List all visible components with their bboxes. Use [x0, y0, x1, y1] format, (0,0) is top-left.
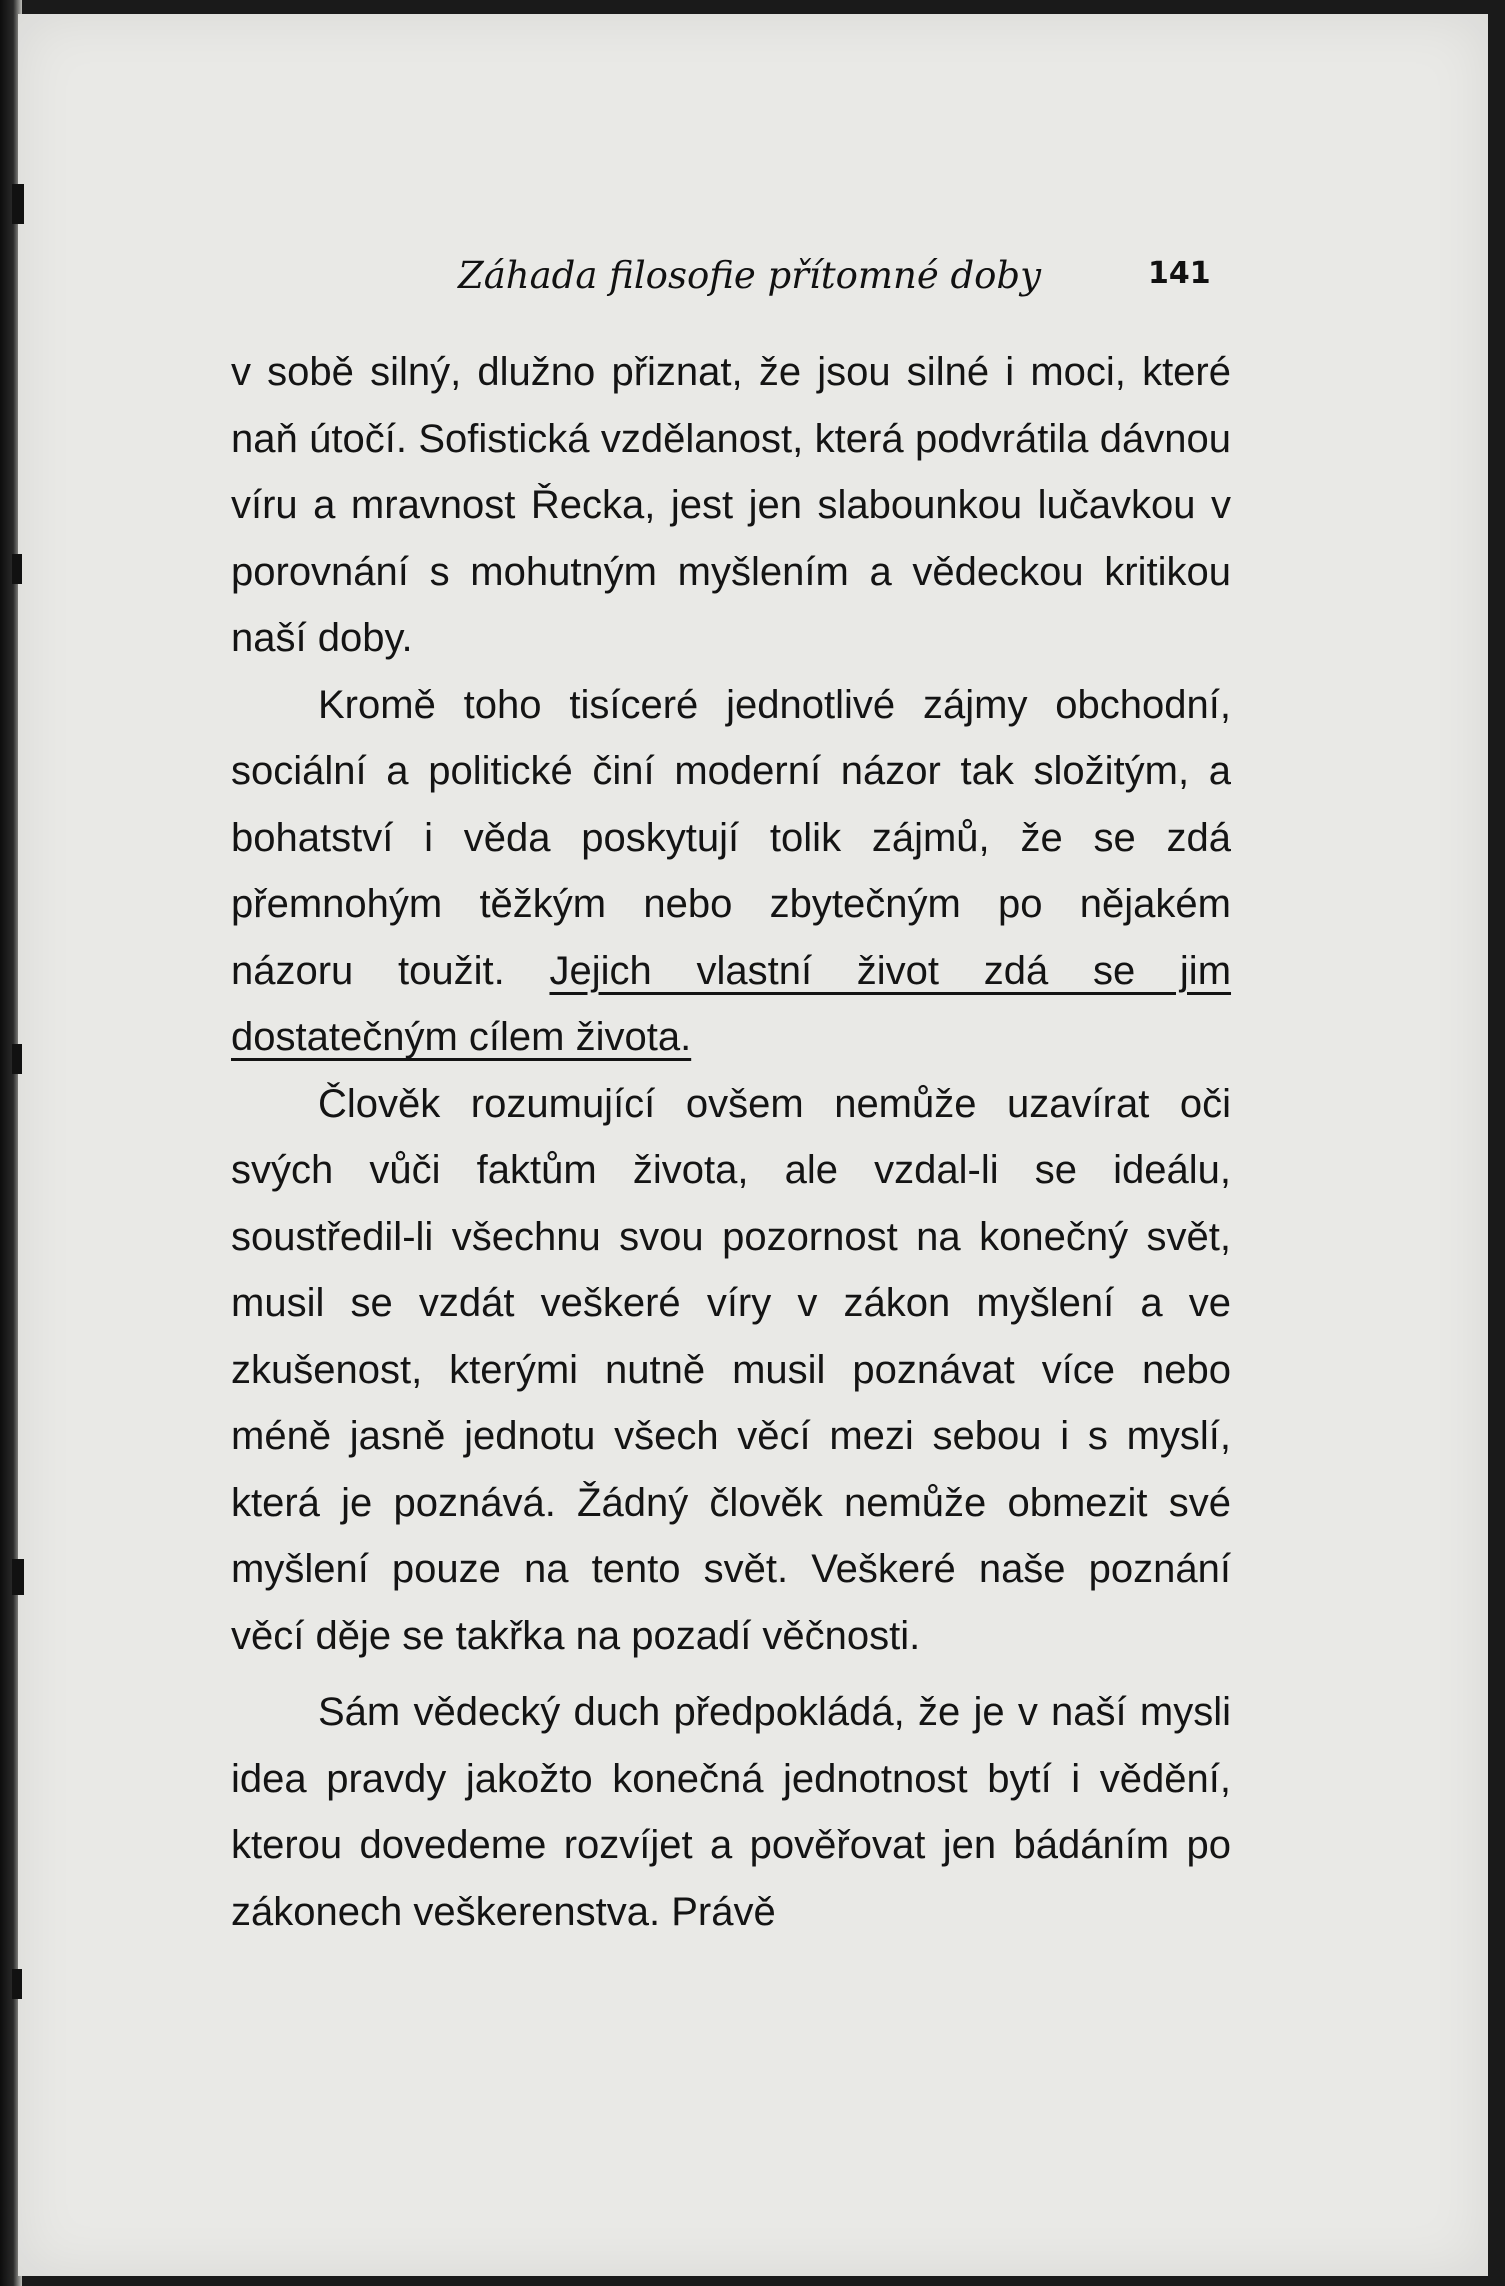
paragraph: Člověk rozumující ovšem nemůže uzavírat oči svých vůči faktům života, ale vzdal-li se ideálu, soustředil-li všechnu svou pozornost na konečný svět, musil se vzdát veškeré víry v zákon myšlení a ve zkušenost, kterými nutně musil poznávat více nebo méně jasně jednotu všech věcí mezi sebou i s myslí, která je poznává. Žádný člověk nemůže obmezit své myšlení pouze na tento svět. Veškeré naše poznání věcí děje se takřka na pozadí věčnosti.	[231, 1081, 1231, 1658]
binding-mark	[12, 554, 22, 584]
paragraph	[231, 672, 1231, 1071]
paragraph: v sobě silný, dlužno přiznat, že jsou silné i moci, které naň útočí. Sofistická vzdělanost, která podvrátila dávnou víru a mravnost Řecka, jest jen slabounkou lučavkou v porovnání s mohutným myšlením a vědeckou kritikou naší doby.	[231, 350, 1231, 660]
page-header	[18, 254, 1488, 314]
page-number: 141	[1148, 256, 1211, 291]
body-text	[231, 339, 1231, 1945]
binding-mark	[12, 1969, 22, 1999]
underlined-sentence: Jejich vlastní život zdá se jim dostatečným cílem života.	[231, 948, 1232, 1059]
paragraph: Sám vědecký duch předpokládá, že je v naší mysli idea pravdy jakožto konečná jednotnost bytí i vědění, kterou dovedeme rozvíjet a pověřovat jen bádáním po zákonech veškerenstva. Právě	[231, 1690, 1231, 1934]
book-page	[18, 14, 1488, 2276]
paragraph-text: Kromě toho tisíceré jednotlivé zájmy obchodní, sociální a politické činí moderní názor tak složitým, a bohatství i věda poskytují tolik zájmů, že se zdá přemnohým těžkým nebo zbytečným po nějakém názoru toužit.	[231, 682, 1231, 993]
binding-mark	[12, 1559, 24, 1595]
running-title: Záhada filosofie přítomné doby	[458, 254, 1042, 297]
binding-mark	[12, 1044, 22, 1074]
binding-mark	[12, 184, 24, 224]
